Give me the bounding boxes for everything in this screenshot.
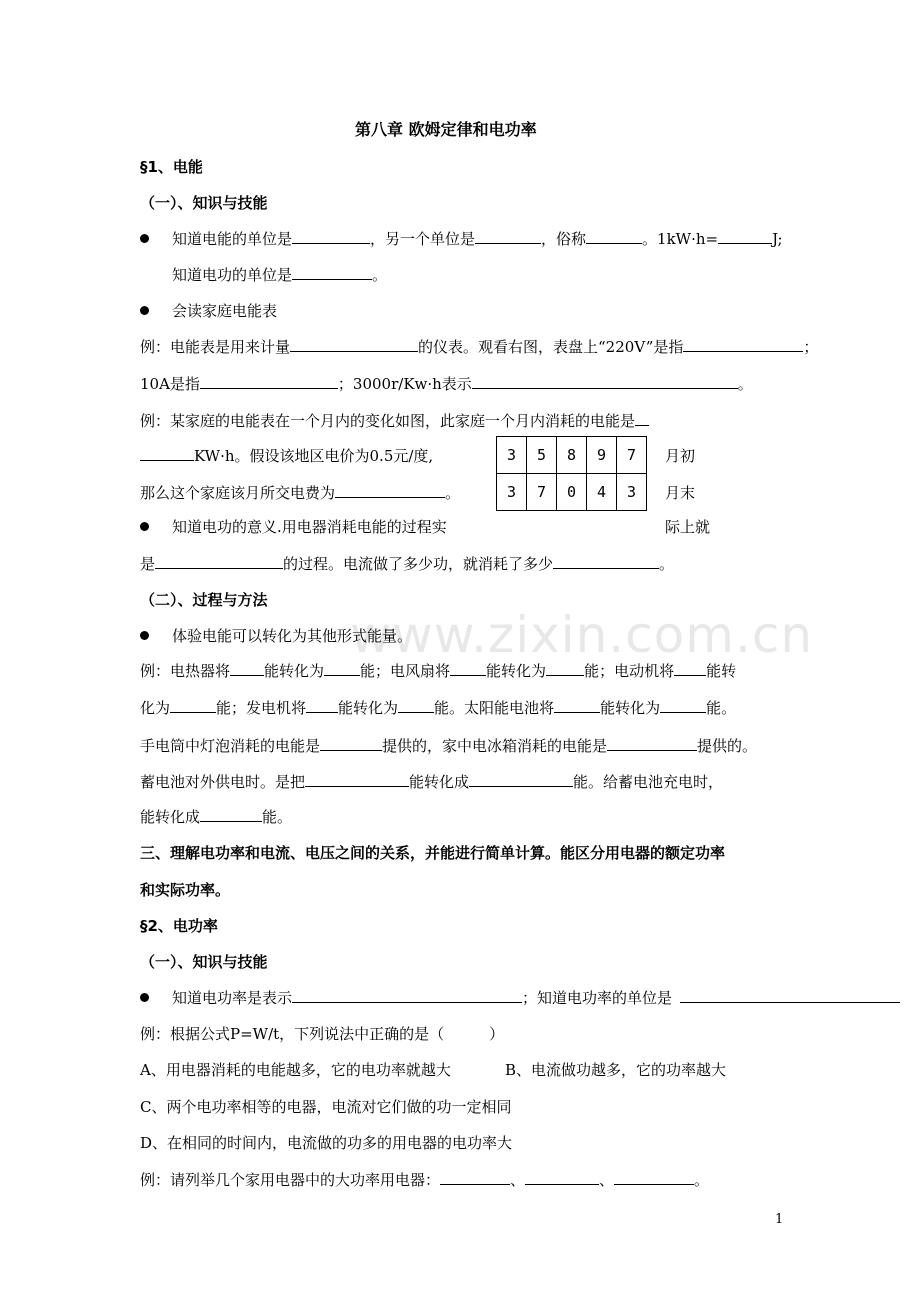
example-appliances: 例：请列举几个家用电器中的大功率用电器： 、 、 。: [140, 1171, 710, 1189]
line-work-meaning-2: 是 的过程。电流做了多少功，就消耗了多少 。: [140, 555, 675, 573]
meter-label-end: 月末: [665, 484, 696, 502]
example-conversion-4: 蓄电池对外供电时。是把 能转化成 能。给蓄电池充电时，: [140, 773, 724, 791]
line-power-meaning: 知道电功率是表示 ；知道电功率的单位是: [172, 988, 900, 1008]
bullet-icon: [140, 306, 149, 315]
meter-label-start: 月初: [665, 447, 696, 465]
meter-digit: 7: [527, 474, 557, 511]
meter-digit: 3: [497, 474, 527, 511]
meter-digit: 0: [557, 474, 587, 511]
meter-digit: 5: [527, 437, 557, 474]
subheading-knowledge-2: （一）、知识与技能: [140, 953, 268, 971]
meter-row-start: [497, 437, 647, 474]
part-three-heading: 三、理解电功率和电流、电压之间的关系，并能进行简单计算。能区分用电器的额定功率: [140, 844, 726, 862]
line-energy-unit: 知道电能的单位是 ，另一个单位是 ，俗称 。1kW·h= J;: [172, 230, 783, 248]
example-monthly: 例：某家庭的电能表在一个月内的变化如图，此家庭一个月内消耗的电能是: [140, 411, 649, 431]
bullet-icon: [140, 522, 149, 531]
page-title: 第八章 欧姆定律和电功率: [355, 120, 537, 139]
meter-digit: 3: [497, 437, 527, 474]
example-monthly-3: 那么这个家庭该月所交电费为 。: [140, 484, 461, 502]
meter-row-end: [497, 474, 647, 511]
meter-digit: 3: [617, 474, 647, 511]
example-conversion-3: 手电筒中灯泡消耗的电能是 提供的，家中电冰箱消耗的电能是 提供的。: [140, 737, 758, 755]
section-heading-1: §1、电能: [140, 158, 203, 176]
example-meter-2: 10A是指 ；3000r/Kw·h表示 。: [140, 375, 753, 393]
option-a: A、用电器消耗的电能越多，它的电功率就越大: [140, 1061, 451, 1079]
section-heading-2: §2、电功率: [140, 917, 218, 935]
option-c: C、两个电功率相等的电器，电流对它们做的功一定相同: [140, 1098, 512, 1116]
bullet-icon: [140, 993, 149, 1002]
meter-digit: 8: [557, 437, 587, 474]
example-conversion-5: 能转化成 能。: [140, 808, 293, 826]
meter-digit: 7: [617, 437, 647, 474]
example-conversion-2: 化为 能；发电机将 能转化为 能。太阳能电池将 能转化为 能。: [140, 699, 737, 717]
option-b: B、电流做功越多，它的功率越大: [505, 1061, 727, 1079]
part-three-heading-2: 和实际功率。: [140, 881, 231, 899]
example-conversion-1: 例：电热器将 能转化为 能；电风扇将 能转化为 能；电动机将 能转: [140, 662, 737, 680]
question-formula: 例：根据公式P=W/t，下列说法中正确的是（ ）: [140, 1025, 505, 1043]
page-number: 1: [775, 1212, 784, 1227]
subheading-knowledge: （一）、知识与技能: [140, 194, 268, 212]
meter-digit: 4: [587, 474, 617, 511]
line-work-meaning-tail: 际上就: [665, 518, 711, 536]
watermark: www.zixin.com.cn: [350, 606, 814, 664]
example-meter: 例：电能表是用来计量 的仪表。观看右图，表盘上“220V”是指 ；: [140, 338, 819, 356]
line-work-meaning: 知道电功的意义.用电器消耗电能的过程实: [172, 518, 447, 536]
bullet-icon: [140, 631, 149, 640]
example-monthly-2: KW·h。假设该地区电价为0.5元/度,: [140, 446, 433, 466]
subheading-process: （二）、过程与方法: [140, 591, 268, 609]
line-work-unit: 知道电功的单位是 。: [172, 266, 388, 284]
meter-readings-table: [496, 436, 647, 511]
meter-digit: 9: [587, 437, 617, 474]
bullet-icon: [140, 234, 149, 243]
option-d: D、在相同的时间内，电流做的功多的用电器的电功率大: [140, 1134, 513, 1152]
line-read-meter: 会读家庭电能表: [172, 302, 278, 320]
line-conversion: 体验电能可以转化为其他形式能量。: [172, 627, 413, 645]
